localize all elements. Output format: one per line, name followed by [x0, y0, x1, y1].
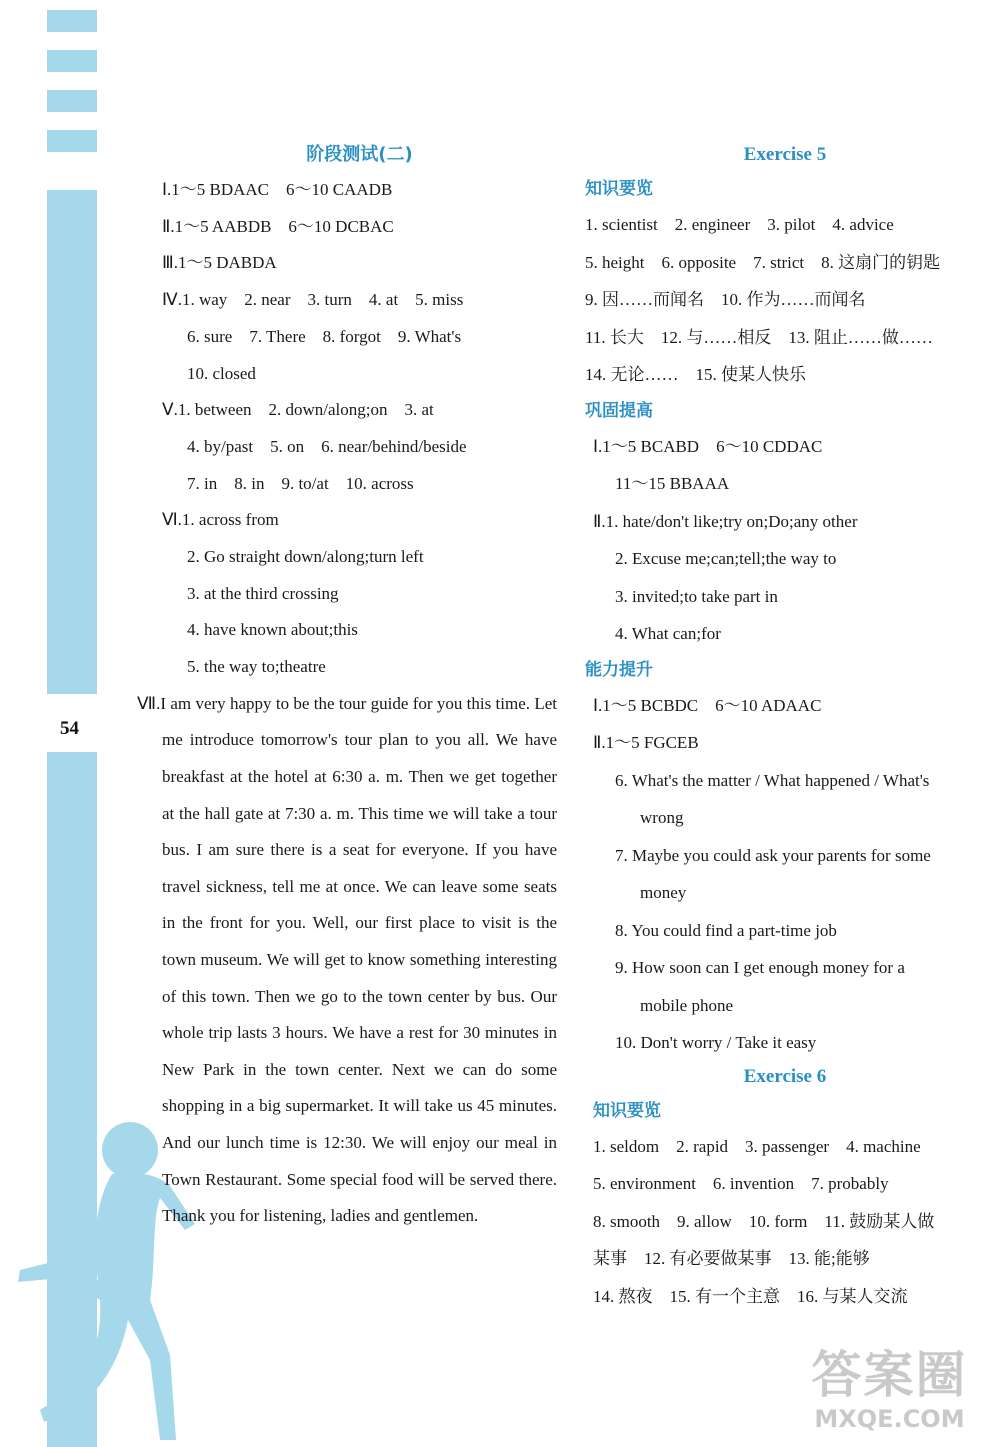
- answer-line: 11. 长大 12. 与……相反 13. 阻止……做……: [585, 327, 933, 347]
- essay-text: I am very happy to be the tour guide for you this time. Let me introduce tomorrow's tour plan to you all. We have breakfast at the hotel at 6:30 a. m. Then we get together at the hall gate at 7:30 a. m. This time we will take a tour bus. I am sure there is a seat for everyone. If you have travel sickness, tell me at once. We can leave some seats in the front for you. Well, our first place to visit is the town museum. We will get to know something interesting of this town. Then we go to the town center by bus. Our whole trip lasts 3 hours. We have a rest for 30 minutes in New Park in the town center. Next we can do some shopping in a big supermarket. It will take us 45 minutes. And our lunch time is 12:30. We will enjoy our meal in Town Restaurant. Some special food will be served there. Thank you for listening, ladies and gentlemen.: [160, 693, 557, 1226]
- strip-dash: [47, 10, 97, 32]
- essay-number: Ⅶ.: [137, 693, 161, 713]
- answer-line: 5. the way to;theatre: [187, 657, 326, 677]
- answer-line: Ⅲ.1～5 DABDA: [162, 253, 277, 273]
- answer-line: mobile phone: [640, 995, 734, 1015]
- section-consolidate: 巩固提高: [585, 400, 653, 421]
- answer-line: 8. You could find a part-time job: [615, 920, 837, 940]
- answer-line: 10. Don't worry / Take it easy: [615, 1033, 817, 1052]
- answer-line: 11～15 BBAAA: [615, 474, 730, 493]
- watermark-text: 答案圈: [811, 1346, 968, 1404]
- answer-line: Ⅱ.1～5 AABDB 6～10 DCBAC: [162, 216, 394, 236]
- answer-line: Ⅴ.1. between 2. down/along;on 3. at: [162, 400, 434, 420]
- answer-line: Ⅰ.1～5 BCBDC 6～10 ADAAC: [593, 695, 822, 715]
- answer-line: 2. Excuse me;can;tell;the way to: [615, 549, 837, 568]
- strip-dash: [47, 130, 97, 152]
- answer-line: Ⅵ.1. across from: [162, 510, 279, 530]
- answer-line: 7. in 8. in 9. to/at 10. across: [187, 473, 414, 493]
- answer-line: Ⅱ.1～5 FGCEB: [593, 733, 699, 752]
- watermark-logo: [787, 1346, 992, 1441]
- answer-line: 3. at the third crossing: [187, 583, 339, 603]
- essay-paragraph: [137, 686, 557, 1235]
- right-column: [585, 140, 985, 1315]
- page-number: 54: [60, 718, 79, 739]
- answer-line: 某事 12. 有必要做某事 13. 能;能够: [593, 1249, 870, 1268]
- answer-line: 1. seldom 2. rapid 3. passenger 4. machine: [593, 1136, 921, 1156]
- answer-line: 6. What's the matter / What happened / What's: [615, 770, 930, 790]
- answer-line: 10. closed: [187, 363, 256, 383]
- exercise-5-title: Exercise 5: [743, 144, 827, 165]
- strip-dash: [47, 90, 97, 112]
- answer-line: Ⅳ.1. way 2. near 3. turn 4. at 5. miss: [162, 290, 464, 310]
- section-knowledge-overview: 知识要览: [585, 179, 653, 199]
- answer-line: 1. scientist 2. engineer 3. pilot 4. advice: [585, 215, 894, 234]
- answer-line: 4. What can;for: [615, 624, 721, 643]
- section-title-stage-test-2: 阶段测试(二): [306, 144, 413, 165]
- answer-line: 6. sure 7. There 8. forgot 9. What's: [187, 326, 462, 346]
- answer-line: 7. Maybe you could ask your parents for some: [615, 845, 931, 865]
- answer-line: 9. 因……而闻名 10. 作为……而闻名: [585, 290, 866, 309]
- answer-line: 4. have known about;this: [187, 620, 358, 640]
- exercise-6-title: Exercise 6: [743, 1065, 827, 1087]
- answer-line: 4. by/past 5. on 6. near/behind/beside: [187, 436, 467, 456]
- answer-line: 14. 无论…… 15. 使某人快乐: [585, 365, 806, 384]
- left-column: [137, 140, 557, 1235]
- answer-line: money: [640, 883, 687, 902]
- answer-line: 9. How soon can I get enough money for a: [615, 958, 905, 977]
- answer-line: Ⅰ.1～5 BDAAC 6～10 CAADB: [162, 180, 393, 199]
- answer-line: Ⅰ.1～5 BCABD 6～10 CDDAC: [593, 436, 823, 456]
- answer-line: 2. Go straight down/along;turn left: [187, 547, 424, 567]
- answer-line: Ⅱ.1. hate/don't like;try on;Do;any other: [593, 511, 858, 531]
- answer-line: 8. smooth 9. allow 10. form 11. 鼓励某人做: [593, 1211, 935, 1231]
- answer-line: 5. height 6. opposite 7. strict 8. 这扇门的钥匙: [585, 252, 941, 272]
- answer-line: 5. environment 6. invention 7. probably: [593, 1174, 889, 1193]
- answer-line: 3. invited;to take part in: [615, 586, 778, 606]
- strip-main: [47, 190, 97, 694]
- section-knowledge-overview-2: 知识要览: [593, 1100, 661, 1121]
- answer-line: 14. 熬夜 15. 有一个主意 16. 与某人交流: [593, 1286, 908, 1306]
- section-ability: 能力提升: [585, 659, 653, 680]
- watermark-url: MXQE.COM: [814, 1405, 965, 1433]
- answer-line: wrong: [640, 808, 684, 827]
- strip-dash: [47, 50, 97, 72]
